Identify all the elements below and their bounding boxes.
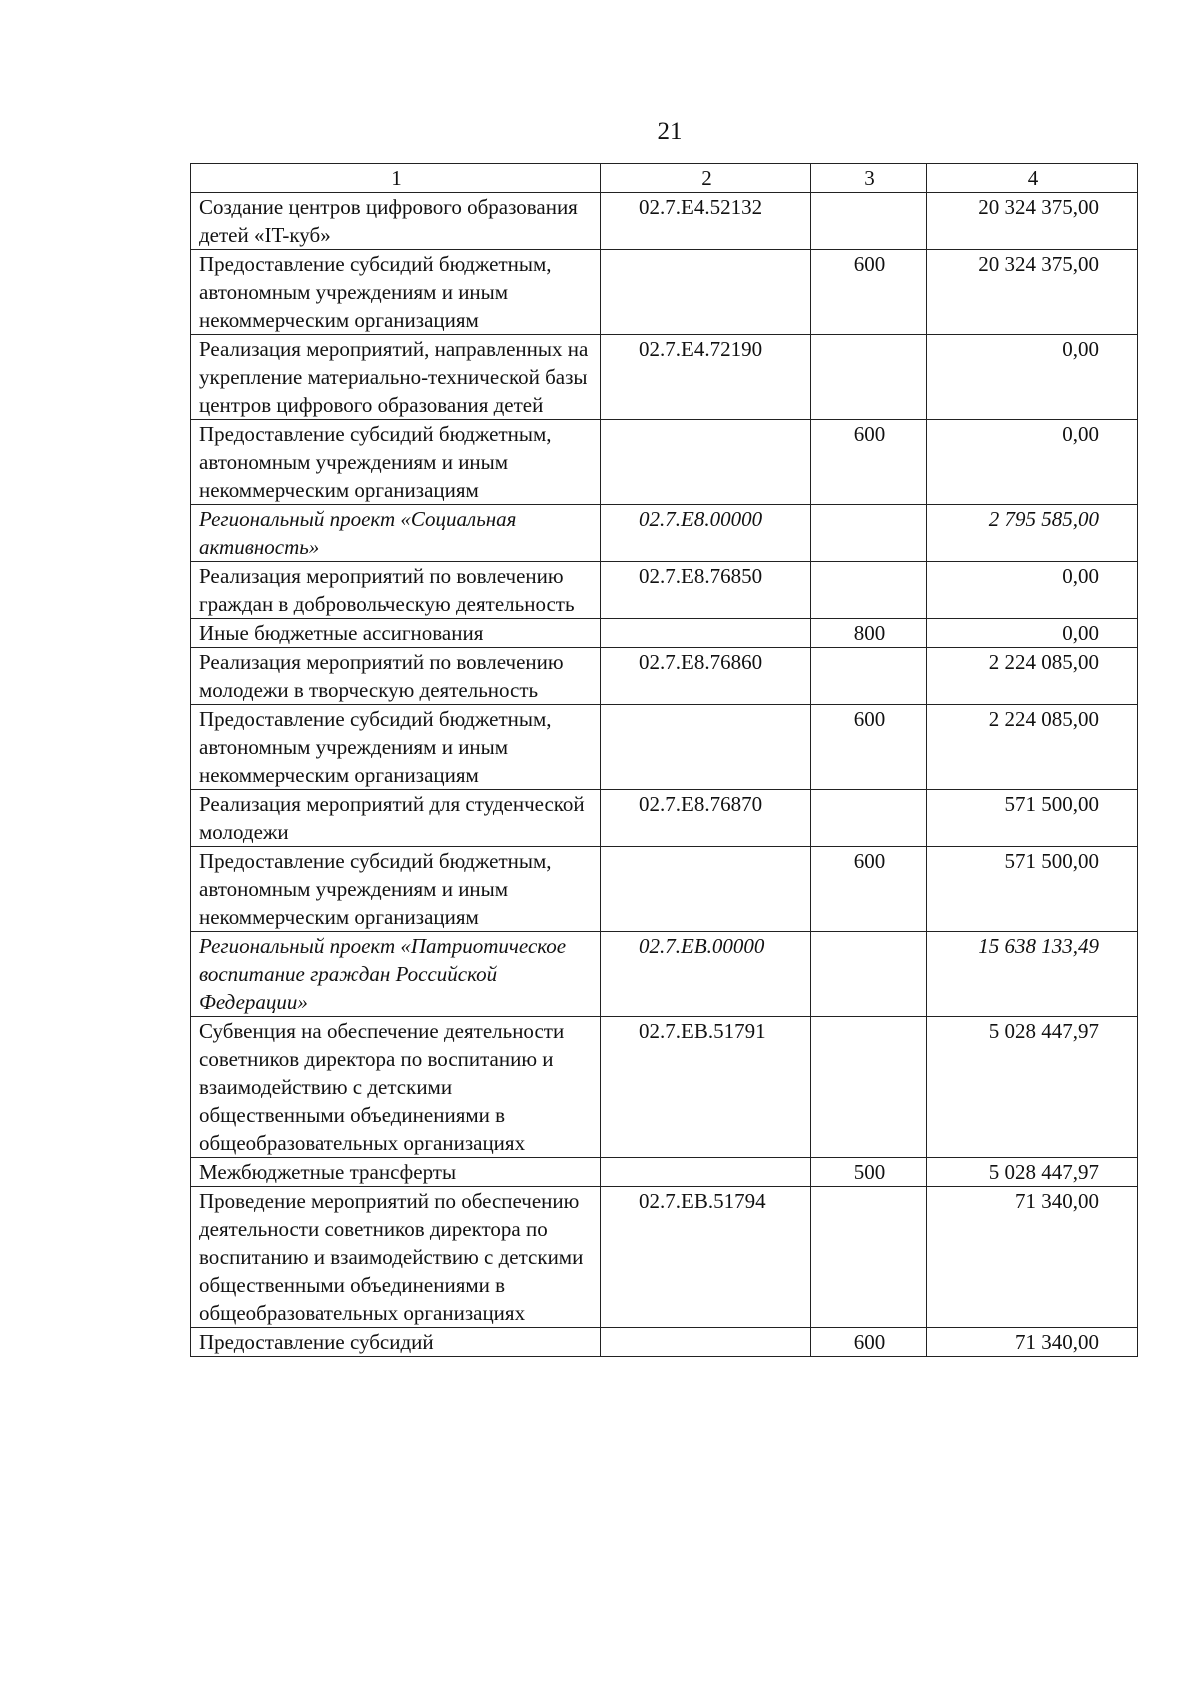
target-code-cell: 02.7.Е8.76860: [601, 648, 811, 705]
amount-cell: 15 638 133,49: [927, 932, 1138, 1017]
budget-table: [190, 163, 1138, 1357]
table-row: [191, 932, 1138, 1017]
target-code-cell: 02.7.ЕВ.51791: [601, 1017, 811, 1158]
page-number: 21: [657, 118, 683, 145]
amount-cell: 2 224 085,00: [927, 705, 1138, 790]
table-row: [191, 335, 1138, 420]
table-row: [191, 1158, 1138, 1187]
expenditure-name-cell: Предоставление субсидий бюджетным, автономным учреждениям и иным некоммерческим организациям: [191, 847, 601, 932]
expenditure-name-cell: Реализация мероприятий по вовлечению граждан в добровольческую деятельность: [191, 562, 601, 619]
expense-type-cell: [811, 1017, 927, 1158]
amount-cell: 2 224 085,00: [927, 648, 1138, 705]
target-code-cell: 02.7.ЕВ.51794: [601, 1187, 811, 1328]
table-row: [191, 250, 1138, 335]
target-code-cell: [601, 705, 811, 790]
table-row: [191, 790, 1138, 847]
expenditure-name-cell: Проведение мероприятий по обеспечению деятельности советников директора по воспитанию и взаимодействию с детскими общественными объединениями в общеобразовательных организациях: [191, 1187, 601, 1328]
expenditure-name-cell: Региональный проект «Социальная активность»: [191, 505, 601, 562]
table-row: [191, 1017, 1138, 1158]
expense-type-cell: [811, 790, 927, 847]
amount-cell: 2 795 585,00: [927, 505, 1138, 562]
column-header: 2: [601, 164, 811, 193]
amount-cell: 20 324 375,00: [927, 250, 1138, 335]
amount-cell: 71 340,00: [927, 1187, 1138, 1328]
expense-type-cell: [811, 562, 927, 619]
target-code-cell: [601, 847, 811, 932]
expenditure-name-cell: Предоставление субсидий бюджетным, автономным учреждениям и иным некоммерческим организациям: [191, 705, 601, 790]
table-row: [191, 619, 1138, 648]
amount-cell: 0,00: [927, 335, 1138, 420]
target-code-cell: [601, 1158, 811, 1187]
table-row: [191, 847, 1138, 932]
expense-type-cell: [811, 335, 927, 420]
amount-cell: 571 500,00: [927, 847, 1138, 932]
table-row: [191, 193, 1138, 250]
amount-cell: 20 324 375,00: [927, 193, 1138, 250]
target-code-cell: 02.7.ЕВ.00000: [601, 932, 811, 1017]
expenditure-name-cell: Межбюджетные трансферты: [191, 1158, 601, 1187]
expense-type-cell: [811, 648, 927, 705]
table-row: [191, 562, 1138, 619]
target-code-cell: 02.7.Е4.52132: [601, 193, 811, 250]
expenditure-name-cell: Субвенция на обеспечение деятельности советников директора по воспитанию и взаимодействию с детскими общественными объединениями в общеобразовательных организациях: [191, 1017, 601, 1158]
table-row: [191, 705, 1138, 790]
amount-cell: 571 500,00: [927, 790, 1138, 847]
target-code-cell: [601, 250, 811, 335]
column-header: 1: [191, 164, 601, 193]
expense-type-cell: 600: [811, 847, 927, 932]
amount-cell: 0,00: [927, 420, 1138, 505]
target-code-cell: 02.7.Е4.72190: [601, 335, 811, 420]
amount-cell: 5 028 447,97: [927, 1158, 1138, 1187]
expenditure-name-cell: Предоставление субсидий бюджетным, автономным учреждениям и иным некоммерческим организациям: [191, 250, 601, 335]
table-row: [191, 1328, 1138, 1357]
target-code-cell: 02.7.Е8.76850: [601, 562, 811, 619]
target-code-cell: 02.7.Е8.00000: [601, 505, 811, 562]
amount-cell: 71 340,00: [927, 1328, 1138, 1357]
column-header: 3: [811, 164, 927, 193]
table-header-row: [191, 164, 1138, 193]
table-row: [191, 505, 1138, 562]
expense-type-cell: 800: [811, 619, 927, 648]
expenditure-name-cell: Реализация мероприятий для студенческой молодежи: [191, 790, 601, 847]
expenditure-name-cell: Предоставление субсидий бюджетным, автономным учреждениям и иным некоммерческим организациям: [191, 420, 601, 505]
expenditure-name-cell: Реализация мероприятий по вовлечению молодежи в творческую деятельность: [191, 648, 601, 705]
expenditure-name-cell: Иные бюджетные ассигнования: [191, 619, 601, 648]
amount-cell: 5 028 447,97: [927, 1017, 1138, 1158]
table-row: [191, 648, 1138, 705]
expenditure-name-cell: Региональный проект «Патриотическое воспитание граждан Российской Федерации»: [191, 932, 601, 1017]
target-code-cell: [601, 1328, 811, 1357]
table-row: [191, 420, 1138, 505]
column-header: 4: [927, 164, 1138, 193]
expense-type-cell: [811, 932, 927, 1017]
target-code-cell: [601, 619, 811, 648]
expenditure-name-cell: Предоставление субсидий: [191, 1328, 601, 1357]
expense-type-cell: [811, 505, 927, 562]
amount-cell: 0,00: [927, 619, 1138, 648]
expenditure-name-cell: Реализация мероприятий, направленных на укрепление материально-технической базы центров цифрового образования детей: [191, 335, 601, 420]
target-code-cell: [601, 420, 811, 505]
table-row: [191, 1187, 1138, 1328]
expense-type-cell: 500: [811, 1158, 927, 1187]
amount-cell: 0,00: [927, 562, 1138, 619]
expense-type-cell: [811, 1187, 927, 1328]
expense-type-cell: 600: [811, 420, 927, 505]
expense-type-cell: 600: [811, 1328, 927, 1357]
expense-type-cell: 600: [811, 705, 927, 790]
expense-type-cell: [811, 193, 927, 250]
expense-type-cell: 600: [811, 250, 927, 335]
expenditure-name-cell: Создание центров цифрового образования детей «IT-куб»: [191, 193, 601, 250]
target-code-cell: 02.7.Е8.76870: [601, 790, 811, 847]
